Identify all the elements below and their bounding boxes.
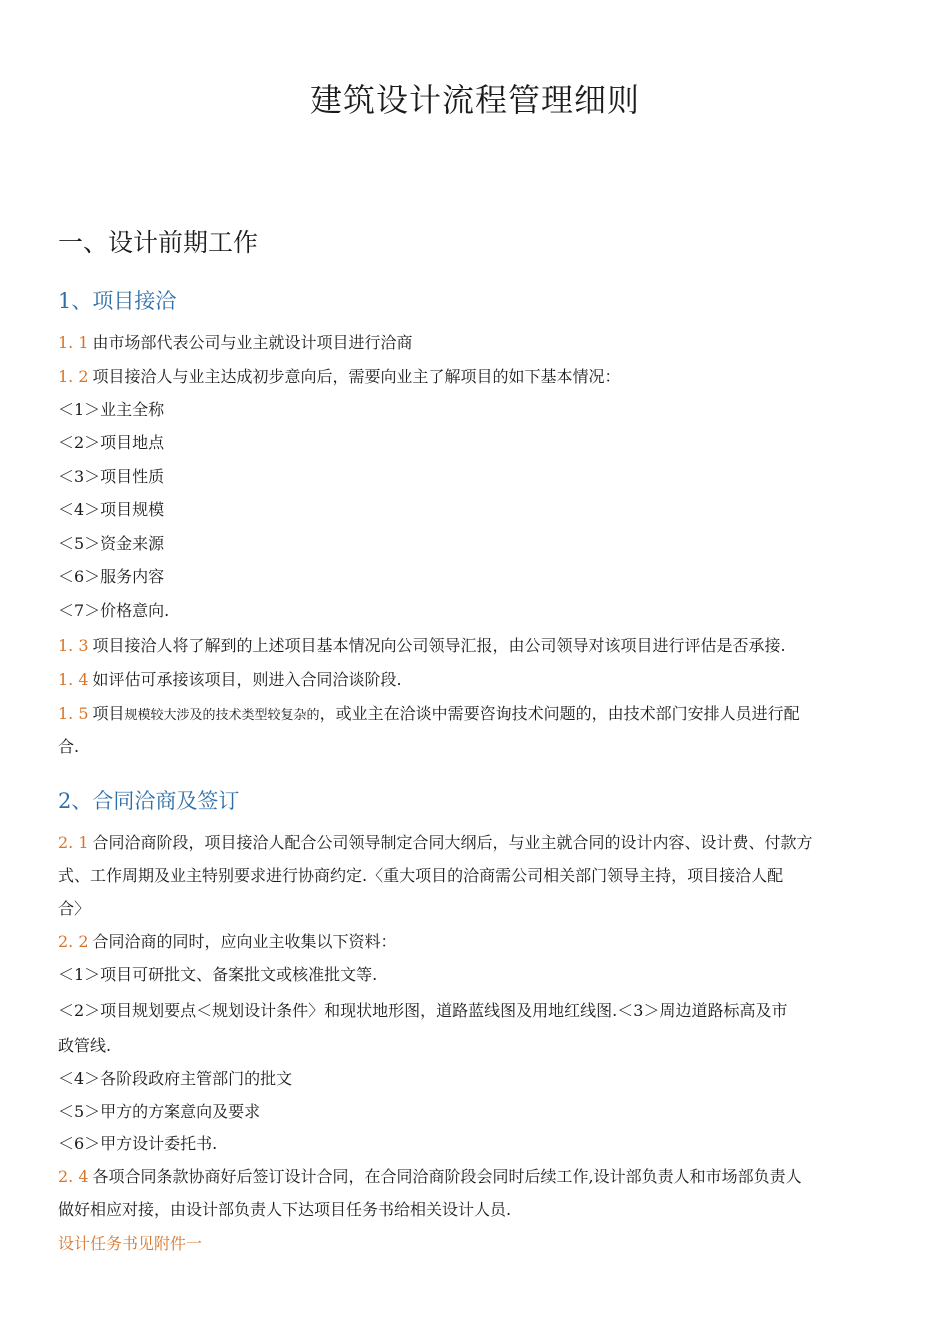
attachment-note: 设计任务书见附件一 [58, 1234, 203, 1253]
paragraph-1-2 [58, 366, 910, 388]
list-item: ＜5＞资金来源 [58, 534, 165, 553]
paragraph-1-5 [58, 703, 910, 727]
clause-text: 项目 [92, 704, 125, 723]
subsection-heading-project-contact: 1、项目接洽 [58, 289, 177, 313]
paragraph-2-4 [58, 1166, 910, 1188]
clause-number: 2. 1 [58, 833, 89, 852]
paragraph-2-1-line3: 合〉 [58, 899, 91, 918]
clause-text: 项目接洽人与业主达成初步意向后，需要向业主了解项目的如下基本情况： [92, 367, 621, 386]
clause-text: 由市场部代表公司与业主就设计项目进行洽商 [92, 333, 413, 352]
list-item: ＜2＞项目规划要点＜规划设计条件〉和现状地形图，道路蓝线图及用地红线图.＜3＞周边道路标高及市 [58, 1001, 788, 1020]
clause-text: 各项合同条款协商好后签订设计合同，在合同洽商阶段会同时后续工作,设计部负责人和市场部负责人 [92, 1167, 802, 1186]
clause-text-small: 规模较大涉及的技术类型较复杂的 [124, 708, 320, 723]
list-item: ＜6＞服务内容 [58, 567, 165, 586]
clause-text: 如评估可承接该项目，则进入合同洽谈阶段. [92, 670, 402, 689]
clause-text: ，或业主在洽谈中需要咨询技术问题的，由技术部门安排人员进行配 [319, 704, 800, 723]
list-item-continued: 政管线. [58, 1036, 112, 1055]
list-item: ＜3＞项目性质 [58, 467, 165, 486]
list-item: ＜1＞项目可研批文、备案批文或核准批文等. [58, 965, 378, 984]
subsection-heading-contract: 2、合同洽商及签订 [58, 789, 240, 813]
paragraph-1-4 [58, 669, 910, 691]
clause-number: 1. 4 [58, 670, 89, 689]
paragraph-2-4-line2: 做好相应对接，由设计部负责人下达项目任务书给相关设计人员. [58, 1200, 512, 1219]
clause-number: 1. 2 [58, 367, 89, 386]
clause-number: 1. 3 [58, 636, 89, 655]
list-item: ＜7＞价格意向. [58, 601, 170, 620]
list-item: ＜4＞项目规模 [58, 500, 165, 519]
clause-text: 项目接洽人将了解到的上述项目基本情况向公司领导汇报，由公司领导对该项目进行评估是否承接. [92, 636, 786, 655]
paragraph-1-3 [58, 635, 910, 657]
paragraph-1-1 [58, 332, 910, 354]
paragraph-1-5-continued: 合. [58, 737, 80, 756]
list-item: ＜5＞甲方的方案意向及要求 [58, 1102, 261, 1121]
paragraph-2-1 [58, 832, 910, 854]
clause-text: 合同洽商的同时，应向业主收集以下资料： [92, 932, 397, 951]
clause-number: 1. 5 [58, 704, 89, 723]
list-item: ＜4＞各阶段政府主管部门的批文 [58, 1069, 293, 1088]
paragraph-2-1-line2: 式、工作周期及业主特别要求进行协商约定.〈重大项目的洽商需公司相关部门领导主持，项目接洽人配 [58, 866, 784, 885]
clause-text: 合同洽商阶段，项目接洽人配合公司领导制定合同大纲后，与业主就合同的设计内容、设计费、付款方 [92, 833, 813, 852]
clause-number: 2. 4 [58, 1167, 89, 1186]
section-heading-design-preliminary: 一、设计前期工作 [58, 228, 259, 257]
list-item: ＜6＞甲方设计委托书. [58, 1134, 218, 1153]
clause-number: 2. 2 [58, 932, 89, 951]
list-item: ＜2＞项目地点 [58, 433, 165, 452]
list-item: ＜1＞业主全称 [58, 400, 165, 419]
document-title: 建筑设计流程管理细则 [309, 81, 640, 119]
clause-number: 1. 1 [58, 333, 89, 352]
paragraph-2-2 [58, 931, 910, 953]
